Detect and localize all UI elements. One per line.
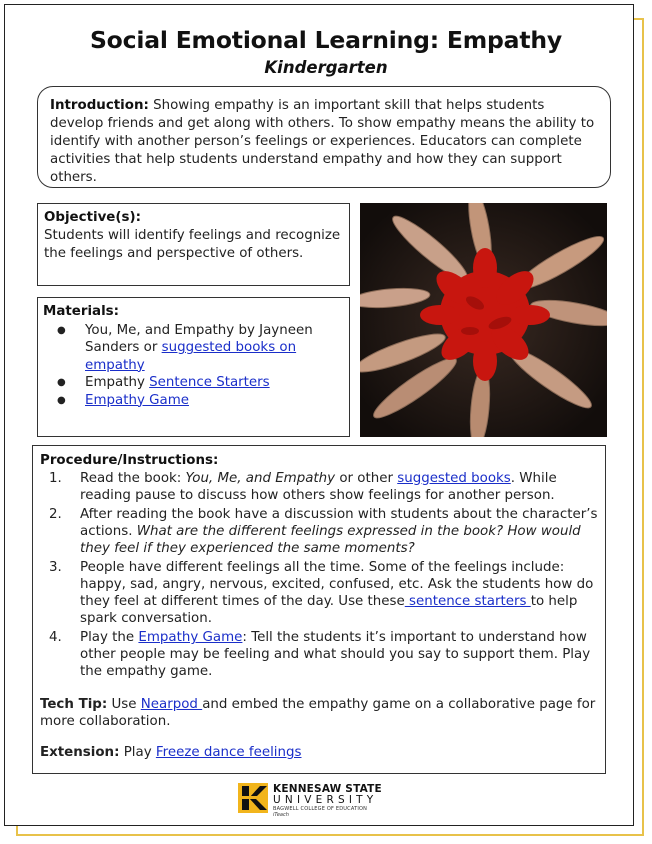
- logo-line-4: iTeach: [273, 812, 289, 818]
- sentence-starters-link[interactable]: sentence starters: [404, 594, 531, 609]
- procedure-box: [32, 445, 606, 774]
- procedure-step: 3. People have different feelings all the time. Some of the feelings include: happy, sad, angry, nervous, excited, confused, etc. Ask the students how do they feel at different times of the day. Use these sentence starters to help spark conversation.: [49, 560, 594, 626]
- ksu-k-icon: [236, 781, 270, 815]
- step-number: 3.: [49, 560, 62, 575]
- freeze-dance-link[interactable]: Freeze dance feelings: [155, 745, 302, 760]
- introduction-heading: Introduction:: [50, 98, 149, 113]
- red-painted-hands-photo: [360, 203, 607, 437]
- procedure-heading: Procedure/Instructions:: [40, 453, 219, 468]
- suggested-books-link[interactable]: suggested books: [397, 471, 511, 486]
- objective-text: Students will identify feelings and recognize the feelings and perspective of others.: [44, 228, 341, 261]
- suggested-books-link[interactable]: suggested books on empathy: [85, 340, 297, 373]
- empathy-game-link[interactable]: Empathy Game: [138, 630, 243, 645]
- tech-tip: Tech Tip: Use Nearpod and embed the empathy game on a collaborative page for more collaboration.: [40, 697, 596, 729]
- procedure-step: 4. Play the Empathy Game: Tell the students it’s important to understand how other people may be feeling and what should you say to support them. Play the empathy game.: [49, 630, 591, 679]
- procedure-step: 1. Read the book: You, Me, and Empathy or other suggested books. While reading pause to discuss how others show feelings for another person.: [49, 471, 557, 503]
- materials-list: [43, 322, 344, 410]
- step-number: 2.: [49, 507, 62, 522]
- sentence-starters-link[interactable]: Sentence Starters: [149, 375, 270, 390]
- introduction-text: Showing empathy is an important skill that helps students develop friends and get along with others. To show empathy means the ability to identify with another person’s feelings or experiences. Educators can complete activities that help students understand empathy and how they can support others.: [50, 98, 595, 185]
- logo-line-1: KENNESAW STATE: [273, 783, 382, 795]
- empathy-game-link[interactable]: Empathy Game: [85, 392, 189, 408]
- procedure-steps: [40, 470, 598, 680]
- tech-tip-label: Tech Tip:: [40, 697, 108, 712]
- materials-heading: Materials:: [43, 304, 119, 319]
- page-subtitle: Kindergarten: [264, 58, 388, 77]
- page-title: Social Emotional Learning: Empathy: [89, 26, 563, 54]
- step-number: 1.: [49, 471, 62, 486]
- objective-heading: Objective(s):: [44, 210, 141, 225]
- materials-item-book: ● You, Me, and Empathy by Jayneen Sanders or suggested books on empathy: [43, 322, 344, 375]
- procedure-step: 2. After reading the book have a discussion with students about the character’s actions. What are the different feelings expressed in the book? How would they feel if they experienced the same moments?: [49, 507, 598, 556]
- extension: Extension: Play Freeze dance feelings: [40, 745, 302, 760]
- logo-line-3: BAGWELL COLLEGE OF EDUCATION: [273, 806, 368, 812]
- step-number: 4.: [49, 630, 62, 645]
- materials-item-sentence-starters: ● Empathy Sentence Starters: [43, 374, 344, 392]
- materials-item-empathy-game: [43, 392, 344, 410]
- objective-box: [37, 203, 350, 286]
- extension-label: Extension:: [40, 745, 120, 760]
- kennesaw-state-logo: [236, 779, 416, 819]
- introduction-box: [37, 86, 611, 188]
- logo-line-2: UNIVERSITY: [273, 794, 378, 806]
- hands-illustration: [360, 203, 607, 437]
- nearpod-link[interactable]: Nearpod: [140, 697, 203, 712]
- materials-box: [37, 297, 350, 437]
